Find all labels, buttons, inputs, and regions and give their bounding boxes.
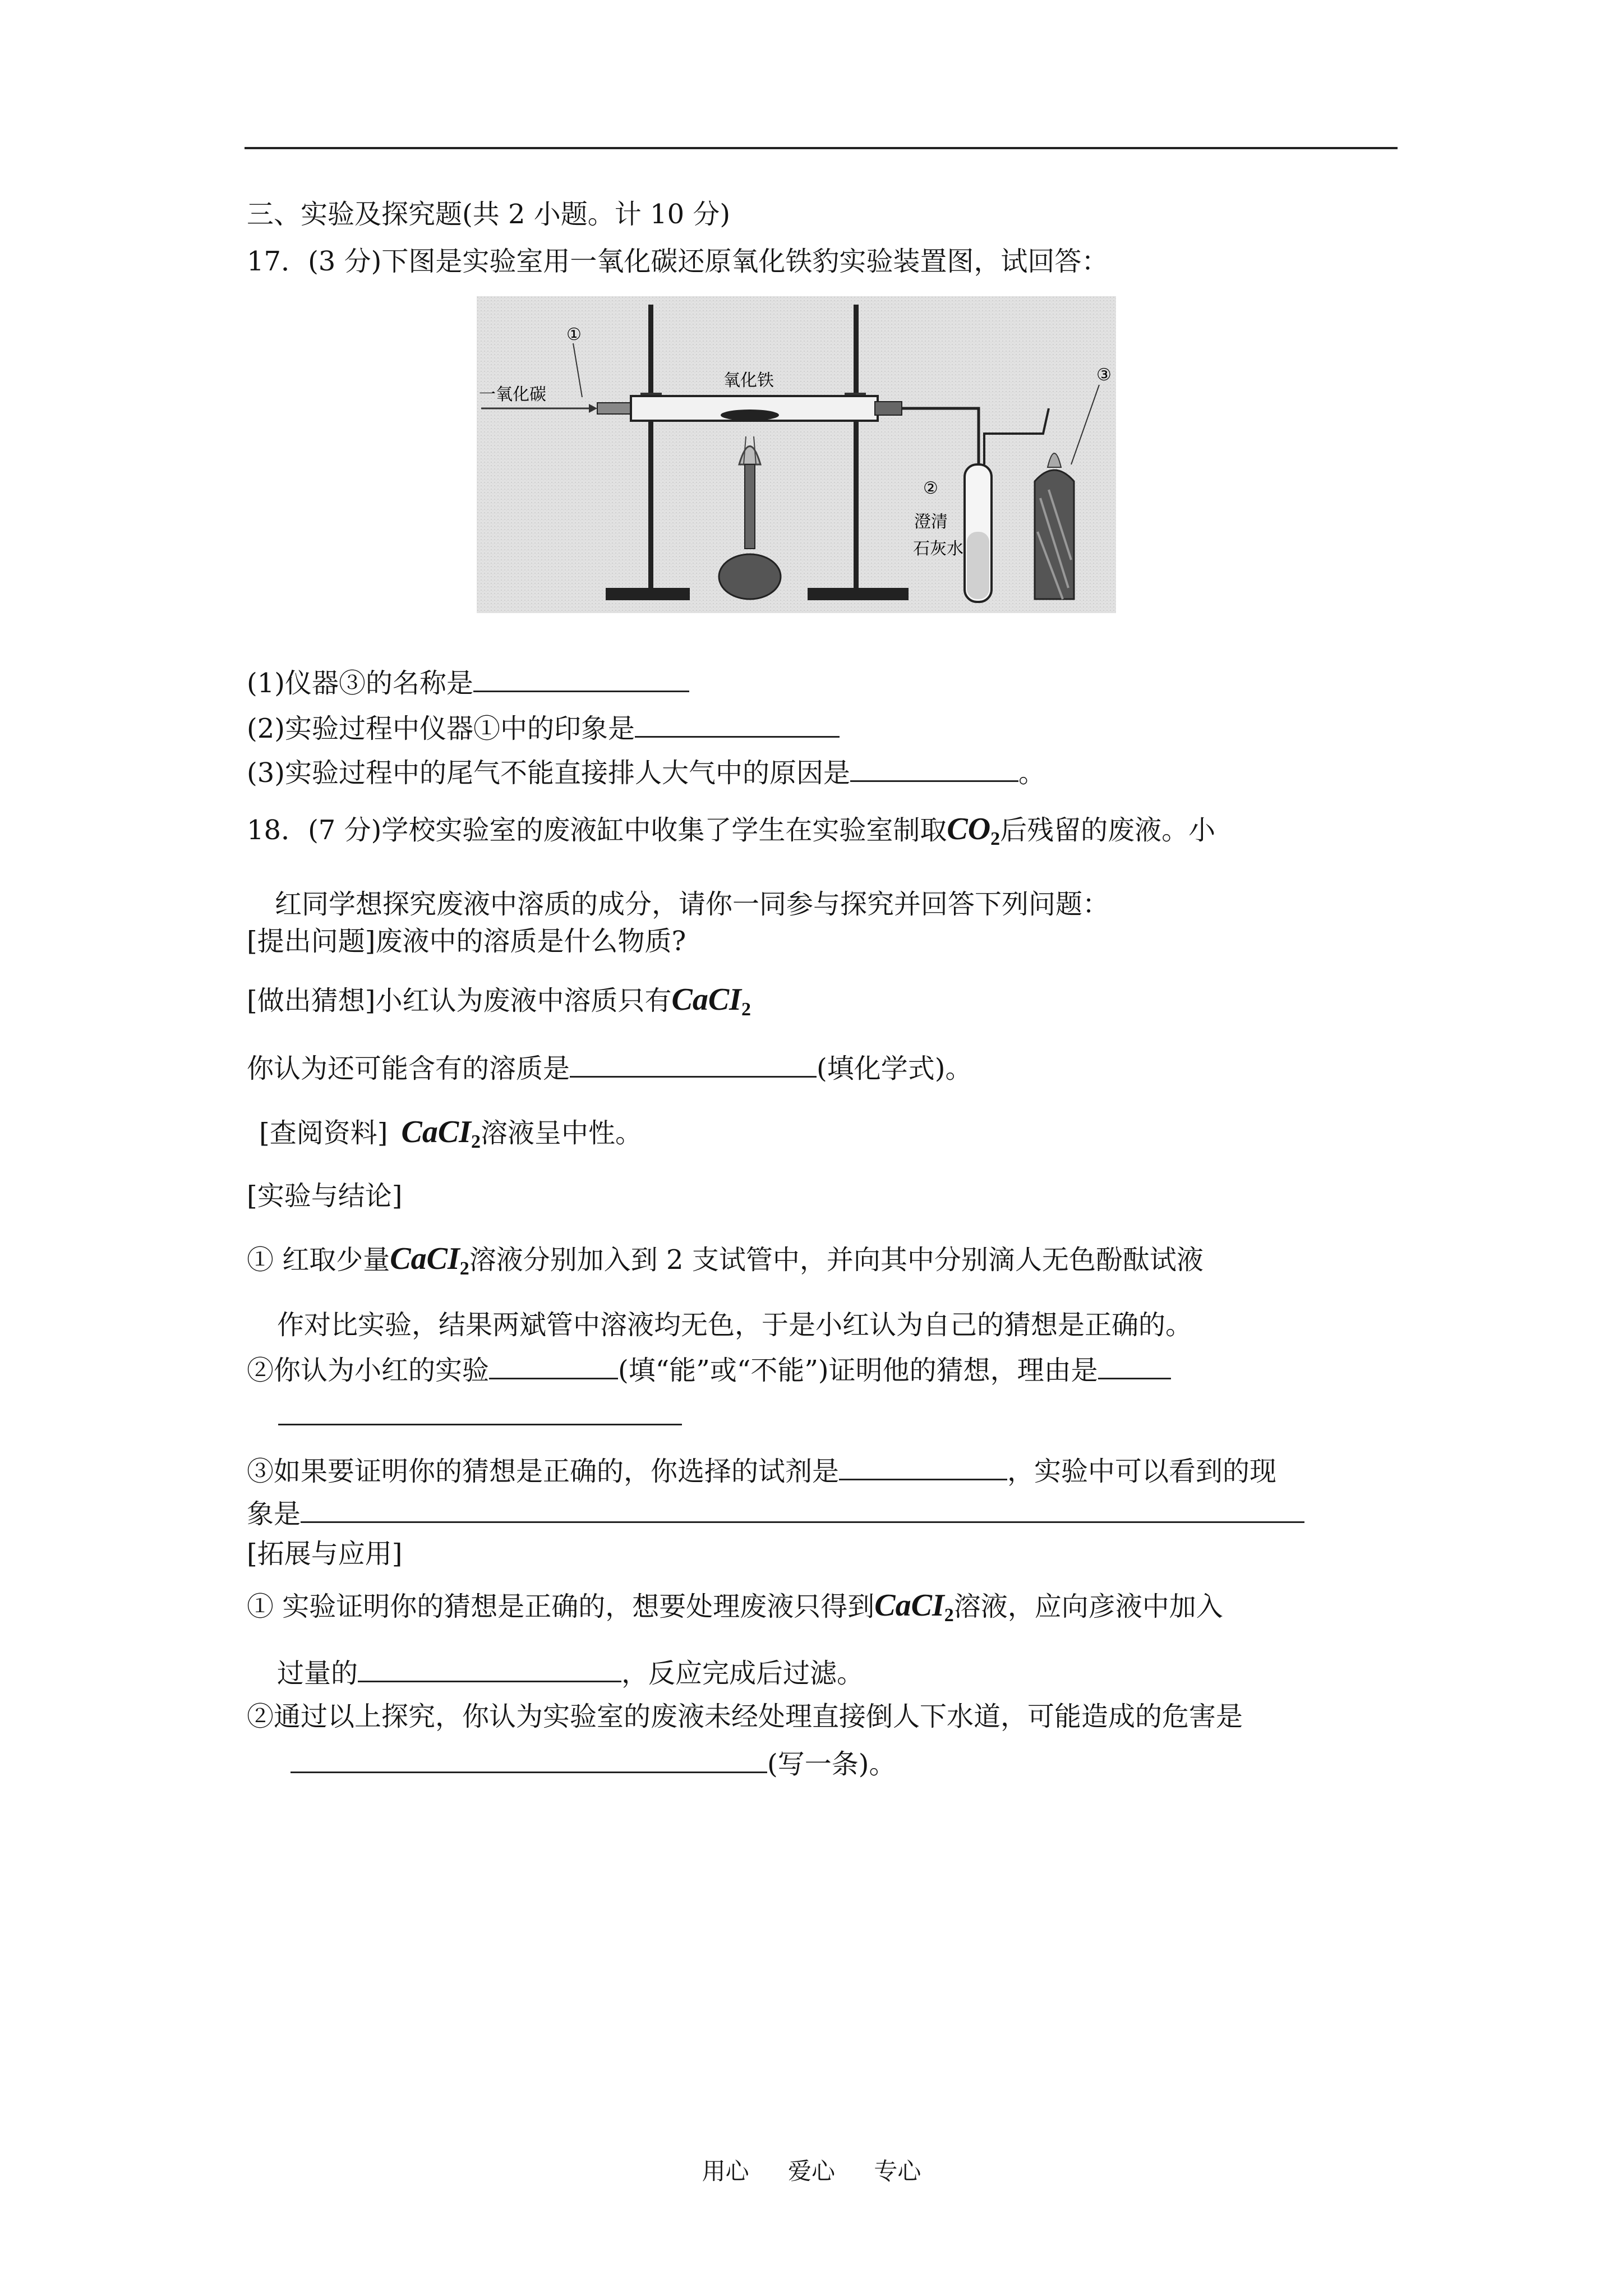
formula-cacl2: CaCI$_2$ (390, 1241, 469, 1279)
burner-neck (745, 464, 755, 549)
q18-x2-line2: (写一条)。 (291, 1746, 896, 1781)
q18-stem-line1: 18．(7 分)学校实验室的废液缸中收集了学生在实验室制取$CO_2$后残留的废液。小 (247, 812, 1216, 849)
outlet-stopper (875, 402, 902, 415)
stand-base-left (606, 588, 690, 600)
apparatus-figure (477, 296, 1116, 613)
label-iron-oxide: 氧化铁 (723, 371, 774, 390)
q18-e1-line1: ① 红取少量CaCI$_2$溶液分别加入到 2 支试管中，并向其中分别滴人无色酚酞试液 (247, 1241, 1204, 1279)
q18-x1-line1: ① 实验证明你的猜想是正确的，想要处理废液只得到CaCI$_2$溶液，应向彦液中加入 (247, 1588, 1223, 1626)
q18-exp-title: [实验与结论] (247, 1180, 403, 1212)
label-limewater-1: 澄清 (914, 512, 948, 532)
inlet-stopper (597, 403, 632, 414)
label-limewater-2: 石灰水 (913, 539, 963, 559)
q18-x2-line1: ②通过以上探究，你认为实验室的废液未经处理直接倒人下水道，可能造成的危害是 (247, 1701, 1243, 1732)
burner-body (719, 554, 781, 599)
limewater (967, 532, 989, 599)
q17-sub2: (2)实验过程中仪器①中的印象是 (247, 710, 840, 746)
label-co: 一氧化碳 (479, 385, 546, 404)
q18-e2-line1: ②你认为小红的实验 (填“能”或“不能”)证明他的猜想，理由是 (247, 1352, 1171, 1387)
stand-rod-right (854, 305, 859, 591)
answer-blank[interactable] (1098, 1352, 1171, 1379)
q18-hypothesis: [做出猜想]小红认为废液中溶质只有CaCI$_2$ (247, 982, 751, 1020)
formula-co2: $CO_2$ (947, 812, 1000, 849)
answer-blank[interactable] (850, 754, 1018, 782)
answer-blank[interactable] (489, 1352, 618, 1379)
label-1: ① (566, 325, 582, 344)
answer-blank[interactable] (839, 1453, 1007, 1480)
q18-x1-line2: 过量的 ，反应完成后过滤。 (277, 1655, 864, 1690)
answer-blank[interactable] (278, 1398, 682, 1425)
footer-word: 爱心 (787, 2157, 835, 2185)
q18-stem-line2: 红同学想探究废液中溶质的成分，请你一同参与探究并回答下列问题： (275, 889, 1110, 920)
label-3: ③ (1096, 365, 1112, 385)
header-rule (245, 147, 1398, 149)
q18-e3-line2: 象是 (247, 1496, 1304, 1531)
answer-blank[interactable] (301, 1496, 1304, 1523)
answer-blank[interactable] (473, 665, 689, 692)
page-footer (0, 2153, 1623, 2187)
answer-blank[interactable] (291, 1746, 767, 1773)
stand-rod-left (648, 305, 653, 591)
footer-word: 专心 (874, 2157, 921, 2185)
q18-e1-line2: 作对比实验，结果两斌管中溶液均无色，于是小红认为自己的猜想是正确的。 (277, 1309, 1193, 1341)
section-title: 三、实验及探究题(共 2 小题。计 10 分) (247, 199, 731, 230)
q18-e2-line2 (278, 1398, 682, 1433)
formula-cacl2: CaCI$_2$ (671, 982, 751, 1020)
label-2: ② (923, 478, 938, 498)
q17-sub3: (3)实验过程中的尾气不能直接排人大气中的原因是 。 (247, 754, 1045, 790)
q17-sub1: (1)仪器③的名称是 (247, 665, 689, 700)
q17-stem: 17．(3 分)下图是实验室用一氧化碳还原氧化铁豹实验装置图，试回答： (247, 246, 1109, 277)
answer-blank[interactable] (635, 710, 840, 738)
answer-blank[interactable] (570, 1050, 817, 1078)
formula-cacl2: CaCI$_2$ (874, 1588, 954, 1626)
q18-e3-line1: ③如果要证明你的猜想是正确的，你选择的试剂是 ，实验中可以看到的现 (247, 1453, 1276, 1488)
q18-question: [提出问题]废液中的溶质是什么物质? (247, 926, 686, 957)
formula-cacl2: CaCI$_2$ (401, 1115, 481, 1152)
iron-oxide-sample (721, 409, 779, 421)
q18-reference: [查阅资料] CaCI$_2$溶液呈中性。 (259, 1115, 642, 1152)
answer-blank[interactable] (358, 1655, 621, 1682)
q18-hypothesis-blank: 你认为还可能含有的溶质是 (填化学式)。 (247, 1050, 972, 1085)
footer-word: 用心 (702, 2157, 749, 2185)
q18-ext-title: [拓展与应用] (247, 1538, 403, 1570)
